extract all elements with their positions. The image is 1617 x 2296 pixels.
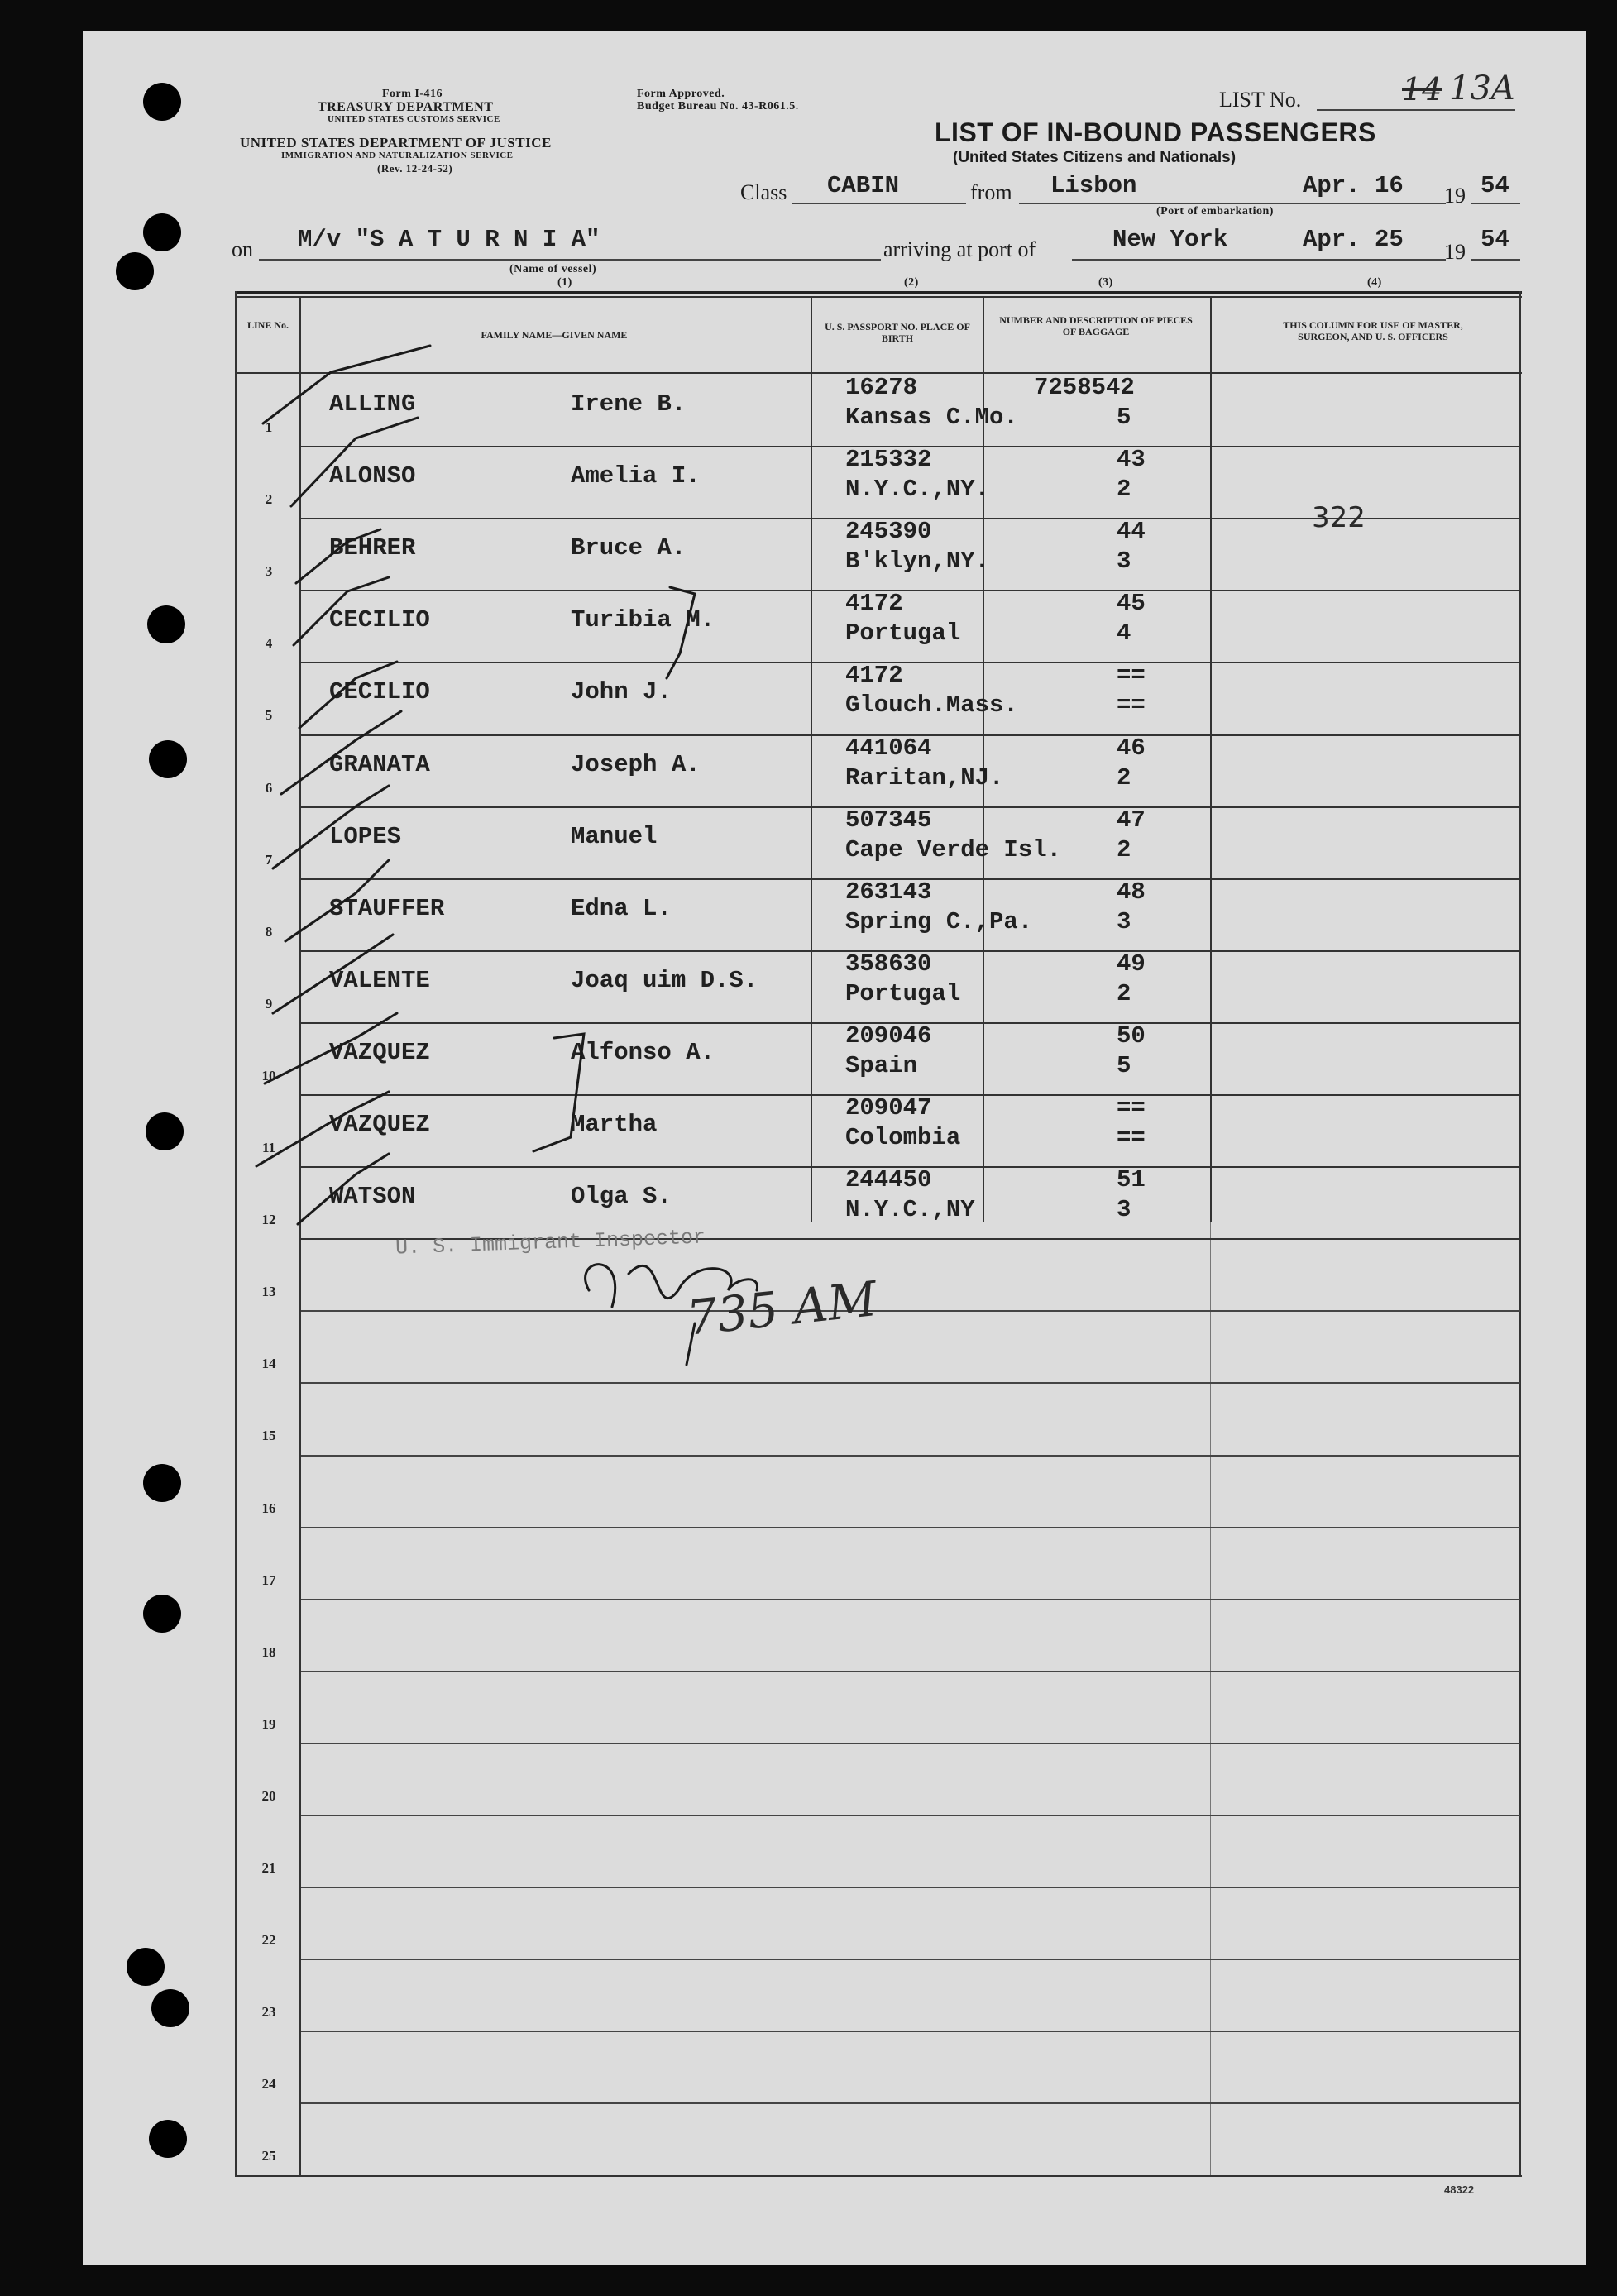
arriving-label: arriving at port of (883, 237, 1036, 261)
passport-number: 209046 (845, 1022, 932, 1050)
vessel-name: M/v "S A T U R N I A" (298, 226, 600, 253)
line-number: 16 (261, 1500, 276, 1516)
baggage-count: 5 (1117, 404, 1131, 431)
passport-number: 358630 (845, 950, 932, 978)
given-name: Turibia M. (571, 606, 715, 634)
place-of-birth: N.Y.C.,NY (845, 1196, 975, 1223)
line-number: 6 (265, 780, 273, 796)
on-label: on (232, 237, 253, 261)
family-name: STAUFFER (329, 895, 445, 922)
family-name: CECILIO (329, 606, 430, 634)
line-number: 14 (261, 1356, 276, 1371)
line-number: 2 (265, 491, 273, 507)
given-name: Joaq uim D.S. (571, 967, 758, 994)
line-number: 25 (261, 2148, 276, 2164)
baggage-count: 3 (1117, 908, 1131, 935)
place-of-birth: N.Y.C.,NY. (845, 476, 990, 503)
line-number: 3 (265, 563, 273, 579)
header-baggage: NUMBER AND DESCRIPTION OF PIECES OF BAGGAGE (999, 314, 1193, 337)
baggage-number: 7258542 (1034, 374, 1135, 401)
form-approved: Form Approved. (637, 88, 725, 100)
line-number: 22 (261, 1932, 276, 1948)
baggage-number: 45 (1117, 590, 1146, 617)
family-name: VAZQUEZ (329, 1039, 430, 1066)
arrival-time-note: 735 AM (684, 1270, 880, 1347)
line-number: 4 (265, 635, 273, 651)
baggage-count: 3 (1117, 1196, 1131, 1223)
baggage-number: 50 (1117, 1022, 1146, 1050)
given-name: Joseph A. (571, 751, 701, 778)
given-name: Martha (571, 1111, 658, 1138)
line-number: 24 (261, 2076, 276, 2092)
family-name: ALONSO (329, 462, 416, 490)
place-of-birth: Colombia (845, 1124, 961, 1151)
header-family-name: FAMILY NAME—GIVEN NAME (481, 329, 628, 341)
passport-number: 441064 (845, 734, 932, 762)
passport-number: 209047 (845, 1094, 932, 1122)
print-code: 48322 (1444, 2184, 1475, 2196)
line-number: 19 (261, 1716, 276, 1732)
from-label: from (970, 180, 1012, 204)
baggage-number: 46 (1117, 734, 1146, 762)
family-name: BEHRER (329, 534, 416, 562)
baggage-count: 2 (1117, 764, 1131, 792)
baggage-count: 2 (1117, 836, 1131, 863)
embarkation-caption: (Port of embarkation) (1156, 205, 1274, 218)
line-number: 7 (265, 852, 273, 868)
place-of-birth: Kansas C.Mo. (845, 404, 1018, 431)
baggage-count: 2 (1117, 476, 1131, 503)
place-of-birth: Glouch.Mass. (845, 691, 1018, 719)
given-name: Edna L. (571, 895, 672, 922)
class-label: Class (740, 180, 787, 204)
given-name: Manuel (571, 823, 658, 850)
place-of-birth: Portugal (845, 980, 961, 1007)
baggage-number: 49 (1117, 950, 1146, 978)
given-name: Alfonso A. (571, 1039, 715, 1066)
budget-bureau-number: Budget Bureau No. 43-R061.5. (637, 100, 799, 112)
line-number: 20 (261, 1788, 276, 1804)
line-number: 10 (261, 1068, 276, 1083)
document-title: LIST OF IN-BOUND PASSENGERS (935, 117, 1376, 147)
port-of-embarkation: Lisbon (1050, 172, 1137, 199)
baggage-number: == (1117, 1094, 1146, 1122)
baggage-number: 43 (1117, 446, 1146, 473)
passport-number: 4172 (845, 590, 903, 617)
place-of-birth: B'klyn,NY. (845, 548, 990, 575)
place-of-birth: Cape Verde Isl. (845, 836, 1062, 863)
arrival-date: Apr. 25 (1303, 226, 1404, 253)
column-ref-1: (1) (557, 276, 572, 289)
port-of-arrival: New York (1112, 226, 1228, 253)
header-passport: U. S. PASSPORT NO. PLACE OF BIRTH (825, 321, 970, 344)
line-number: 9 (265, 996, 273, 1012)
struck-list-number: 14 (1402, 71, 1442, 108)
treasury-department: TREASURY DEPARTMENT (318, 100, 494, 114)
family-name: GRANATA (329, 751, 430, 778)
place-of-birth: Raritan,NJ. (845, 764, 1004, 792)
class-value: CABIN (827, 172, 900, 199)
line-number: 18 (261, 1644, 276, 1660)
passport-number: 215332 (845, 446, 932, 473)
officer-count: 322 (1312, 501, 1366, 534)
department-of-justice: UNITED STATES DEPARTMENT OF JUSTICE (240, 135, 552, 151)
list-number-value: 13A (1449, 69, 1515, 108)
family-name: LOPES (329, 823, 402, 850)
passport-number: 4172 (845, 662, 903, 689)
place-of-birth: Portugal (845, 619, 961, 647)
form-number: Form I-416 (382, 88, 443, 100)
baggage-count: == (1117, 691, 1146, 719)
baggage-number: 44 (1117, 518, 1146, 545)
baggage-count: 4 (1117, 619, 1131, 647)
family-name: CECILIO (329, 678, 430, 706)
line-number: 21 (261, 1860, 276, 1876)
place-of-birth: Spring C.,Pa. (845, 908, 1033, 935)
baggage-number: 51 (1117, 1166, 1146, 1193)
list-number-label: LIST No. (1219, 88, 1302, 112)
arrival-year-prefix: 19 (1444, 240, 1466, 264)
column-ref-4: (4) (1367, 276, 1382, 289)
header-line-number: LINE No. (246, 319, 289, 331)
header-officers-column: THIS COLUMN FOR USE OF MASTER, SURGEON, AND U. S. OFFICERS (1283, 319, 1463, 342)
given-name: Olga S. (571, 1183, 672, 1210)
departure-year-prefix: 19 (1444, 184, 1466, 208)
line-number: 15 (261, 1428, 276, 1443)
departure-date: Apr. 16 (1303, 172, 1404, 199)
immigrant-inspector-stamp: U. S. Immigrant Inspector (395, 1225, 706, 1260)
baggage-number: 48 (1117, 878, 1146, 906)
passport-number: 16278 (845, 374, 918, 401)
baggage-number: == (1117, 662, 1146, 689)
line-number: 23 (261, 2004, 276, 2020)
given-name: Irene B. (571, 390, 687, 418)
passport-number: 263143 (845, 878, 932, 906)
passport-number: 244450 (845, 1166, 932, 1193)
line-number: 17 (261, 1572, 276, 1588)
form-revision: (Rev. 12-24-52) (377, 162, 453, 175)
line-number: 5 (265, 707, 273, 723)
family-name: VAZQUEZ (329, 1111, 430, 1138)
vessel-caption: (Name of vessel) (509, 263, 597, 275)
column-ref-3: (3) (1098, 276, 1113, 289)
given-name: Bruce A. (571, 534, 687, 562)
passport-number: 507345 (845, 806, 932, 834)
family-name: WATSON (329, 1183, 416, 1210)
arrival-year: 54 (1481, 226, 1509, 253)
immigration-service: IMMIGRATION AND NATURALIZATION SERVICE (281, 151, 514, 160)
family-name: ALLING (329, 390, 416, 418)
place-of-birth: Spain (845, 1052, 918, 1079)
departure-year: 54 (1481, 172, 1509, 199)
baggage-count: 5 (1117, 1052, 1131, 1079)
line-number: 13 (261, 1284, 276, 1299)
document-subtitle: (United States Citizens and Nationals) (953, 149, 1237, 166)
baggage-count: == (1117, 1124, 1146, 1151)
line-number: 8 (265, 924, 273, 940)
customs-service: UNITED STATES CUSTOMS SERVICE (328, 114, 500, 124)
passport-number: 245390 (845, 518, 932, 545)
line-number: 1 (265, 419, 273, 435)
column-ref-2: (2) (904, 276, 919, 289)
line-number: 11 (261, 1140, 276, 1155)
given-name: Amelia I. (571, 462, 701, 490)
baggage-number: 47 (1117, 806, 1146, 834)
given-name: John J. (571, 678, 672, 706)
family-name: VALENTE (329, 967, 430, 994)
baggage-count: 3 (1117, 548, 1131, 575)
line-number: 12 (261, 1212, 276, 1227)
baggage-count: 2 (1117, 980, 1131, 1007)
